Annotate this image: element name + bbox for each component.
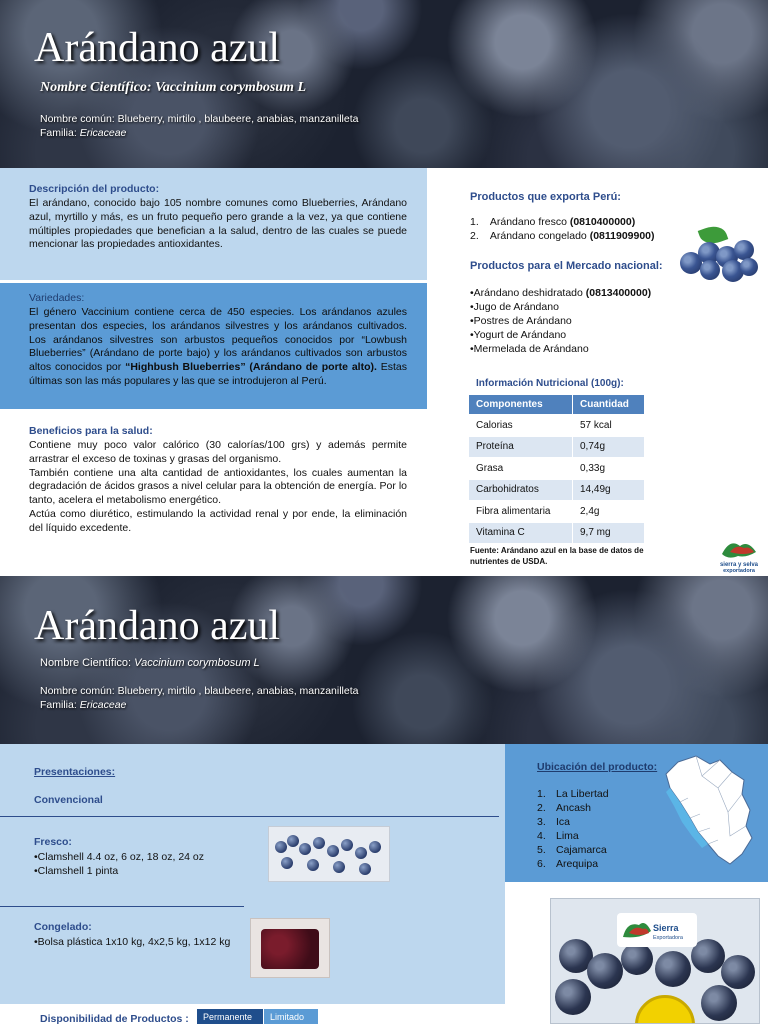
nutrition-header-component: Componentes [469, 395, 573, 415]
sierra-exportadora-logo [716, 536, 762, 574]
scientific-name: Vaccinium corymbosum L [134, 657, 260, 669]
sierra-logo [617, 913, 697, 947]
page-title: Arándano azul [34, 25, 281, 71]
availability-limited: Limitado [264, 1009, 318, 1024]
national-item-label: •Postres de Arándano [470, 315, 572, 327]
export-item-1-number: 1. [470, 216, 479, 228]
benefits-panel [0, 409, 427, 576]
list-label: Lima [556, 830, 579, 842]
common-names-line [40, 684, 358, 698]
benefits-title: Beneficios para la salud: [29, 425, 153, 437]
availability-permanent: Permanente [197, 1009, 263, 1024]
common-names-line [40, 112, 358, 126]
table-row [469, 458, 645, 480]
nutrition-header-row [469, 395, 645, 415]
nutrition-header-quantity: Cuantidad [573, 395, 645, 415]
national-item [470, 343, 589, 355]
table-cell: 2,4g [573, 501, 645, 523]
divider [0, 816, 499, 817]
national-item-label: •Mermelada de Arándano [470, 343, 589, 355]
svg-text:exportadora: exportadora [723, 568, 755, 574]
svg-text:Exportadora: Exportadora [653, 935, 683, 941]
scientific-label: Nombre Científico: [40, 657, 132, 669]
export-item-1-label: Arándano fresco [489, 216, 570, 228]
description-title: Descripción del producto: [29, 183, 160, 195]
list-label: Ancash [556, 802, 592, 814]
scientific-name: Nombre Científico: Vaccinium corymbosum L [40, 80, 306, 95]
benefits-p2: También contiene una alta cantidad de antioxidantes, los cuales aumentan la degradación de ácidos grasos a nivel celular para la obtención de energía. Por lo tanto, acelera el metabolismo energético. [29, 466, 407, 507]
table-row [469, 522, 645, 544]
svg-text:sierra y selva: sierra y selva [719, 562, 759, 568]
list-item [537, 801, 609, 815]
availability-label: Disponibilidad de Productos : [40, 1013, 189, 1024]
national-item-label: •Jugo de Arándano [470, 301, 559, 313]
national-item-label: •Yogurt de Arándano [470, 329, 567, 341]
table-row [469, 479, 645, 501]
table-cell: Calorias [469, 415, 573, 437]
list-label: Arequipa [556, 858, 599, 870]
family-line [40, 698, 126, 712]
table-cell: Vitamina C [469, 522, 573, 544]
list-item [537, 829, 609, 843]
national-item [470, 315, 572, 327]
package-label [617, 913, 697, 947]
list-number: 2. [537, 802, 546, 814]
fresh-title: Fresco: [34, 836, 72, 848]
benefits-p3: Actúa como diurético, estimulando la actividad renal y por ende, la eliminación del líquido excedente. [29, 508, 407, 535]
nutrition-source: Fuente: Arándano azul en la base de datos de nutrientes de USDA. [470, 546, 644, 566]
common-names-value: Blueberry, mirtilo , blaubeere, anabias, manzanilleta [117, 113, 359, 125]
varieties-text-a: El género Vaccinium contiene cerca de 450 especies. Los arándanos azules presentan dos especies, los arándanos silvestres y los arándanos cultivados. Los arándanos silvestres son arbustos pequeños conocidos por “Lowbush Blueberries” (Arándano de porte bajo) y los arándanos cultivados son arbustos altos conocidos por [29, 305, 407, 374]
scientific-name-line [40, 656, 260, 671]
export-item-1 [470, 216, 635, 228]
table-cell: 0,74g [573, 436, 645, 458]
clamshell-package-image [550, 898, 760, 1024]
page-title: Arándano azul [34, 603, 281, 649]
table-cell: 0,33g [573, 458, 645, 480]
national-item [470, 329, 566, 341]
nutrition-title: Información Nutricional (100g): [476, 378, 624, 389]
benefits-p1: Contiene muy poco valor calórico (30 calorías/100 grs) y además permite arrastrar el exceso de toxinas y grasas del organismo. [29, 438, 407, 465]
table-cell: 14,49g [573, 479, 645, 501]
divider [0, 906, 244, 907]
list-label: Ica [556, 816, 571, 828]
frozen-title: Congelado: [34, 921, 92, 933]
frozen-list [34, 935, 230, 949]
list-label: La Libertad [556, 788, 609, 800]
table-cell: Grasa [469, 458, 573, 480]
list-item [537, 843, 609, 857]
national-item-code: (0813400000) [585, 287, 652, 299]
table-row [469, 415, 645, 437]
common-names-label: Nombre común: [40, 685, 115, 697]
list-label: Cajamarca [556, 844, 607, 856]
table-cell: Fibra alimentaria [469, 501, 573, 523]
peru-map-icon [658, 752, 758, 870]
list-item [537, 787, 609, 801]
family-label: Familia: [40, 699, 77, 711]
list-item: •Clamshell 4.4 oz, 6 oz, 18 oz, 24 oz [34, 851, 205, 863]
frozen-bag-image [250, 918, 330, 978]
list-item: •Bolsa plástica 1x10 kg, 4x2,5 kg, 1x12 kg [34, 936, 231, 948]
list-number: 1. [537, 788, 546, 800]
export-item-2-number: 2. [470, 230, 479, 242]
hero-banner-page1 [0, 0, 768, 168]
national-item [470, 287, 651, 299]
list-item: •Clamshell 1 pinta [34, 865, 119, 878]
list-number: 5. [537, 844, 546, 856]
table-cell: 9,7 mg [573, 522, 645, 544]
family-value: Ericaceae [79, 699, 127, 711]
berry-icon [700, 260, 720, 280]
export-item-2-label: Arándano congelado [489, 230, 590, 242]
common-names-label: Nombre común: [40, 113, 115, 125]
varieties-text-bold: “Highbush Blueberries” (Arándano de porte alto). [125, 361, 377, 374]
national-item [470, 301, 559, 313]
table-cell: 57 kcal [573, 415, 645, 437]
national-title: Productos para el Mercado nacional: [470, 260, 663, 272]
clamshell-image [268, 826, 390, 882]
list-number: 3. [537, 816, 546, 828]
export-item-2-code: (0811909900) [589, 230, 655, 242]
varieties-title: Variedades: [29, 292, 85, 304]
berry-icon [734, 240, 754, 260]
list-number: 6. [537, 858, 546, 870]
export-item-1-code: (0810400000) [569, 216, 636, 228]
blueberries-image [678, 222, 760, 284]
presentations-title: Presentaciones: [34, 766, 116, 778]
table-cell: Proteína [469, 436, 573, 458]
description-panel [0, 168, 427, 280]
export-item-2 [470, 230, 655, 242]
table-row [469, 501, 645, 523]
family-line [40, 126, 126, 140]
varieties-text [29, 306, 407, 389]
conventional-label: Convencional [34, 794, 103, 806]
list-item [537, 815, 609, 829]
table-row [469, 436, 645, 458]
exports-title: Productos que exporta Perú: [470, 191, 621, 203]
location-title: Ubicación del producto: [537, 761, 658, 773]
varieties-text-b: Estas últimas son las más populares y las que se introdujeron al Perú. [29, 361, 407, 388]
family-value: Ericaceae [79, 127, 127, 139]
national-item-label: •Arándano deshidratado [470, 287, 586, 299]
location-list [537, 787, 609, 871]
varieties-panel [0, 283, 427, 409]
berry-icon [740, 258, 758, 276]
yellow-sticker [635, 995, 695, 1024]
list-number: 4. [537, 830, 546, 842]
family-label: Familia: [40, 127, 77, 139]
nutrition-table [468, 394, 645, 544]
table-cell: Carbohidratos [469, 479, 573, 501]
hero-banner-page2 [0, 576, 768, 744]
fresh-list [34, 850, 204, 878]
svg-text:Sierra: Sierra [653, 923, 679, 933]
list-item [537, 857, 609, 871]
description-text: El arándano, conocido bajo 105 nombre comunes como Blueberries, Arándano azul, myrtillo y más, es un fruto pequeño pero grande a la vez, ya que contiene múltiples propiedades que benefician a la salud, dentro de las cuales se puede mencionar las propiedades antioxidantes. [29, 196, 407, 251]
common-names-value: Blueberry, mirtilo , blaubeere, anabias, manzanilleta [117, 685, 359, 697]
